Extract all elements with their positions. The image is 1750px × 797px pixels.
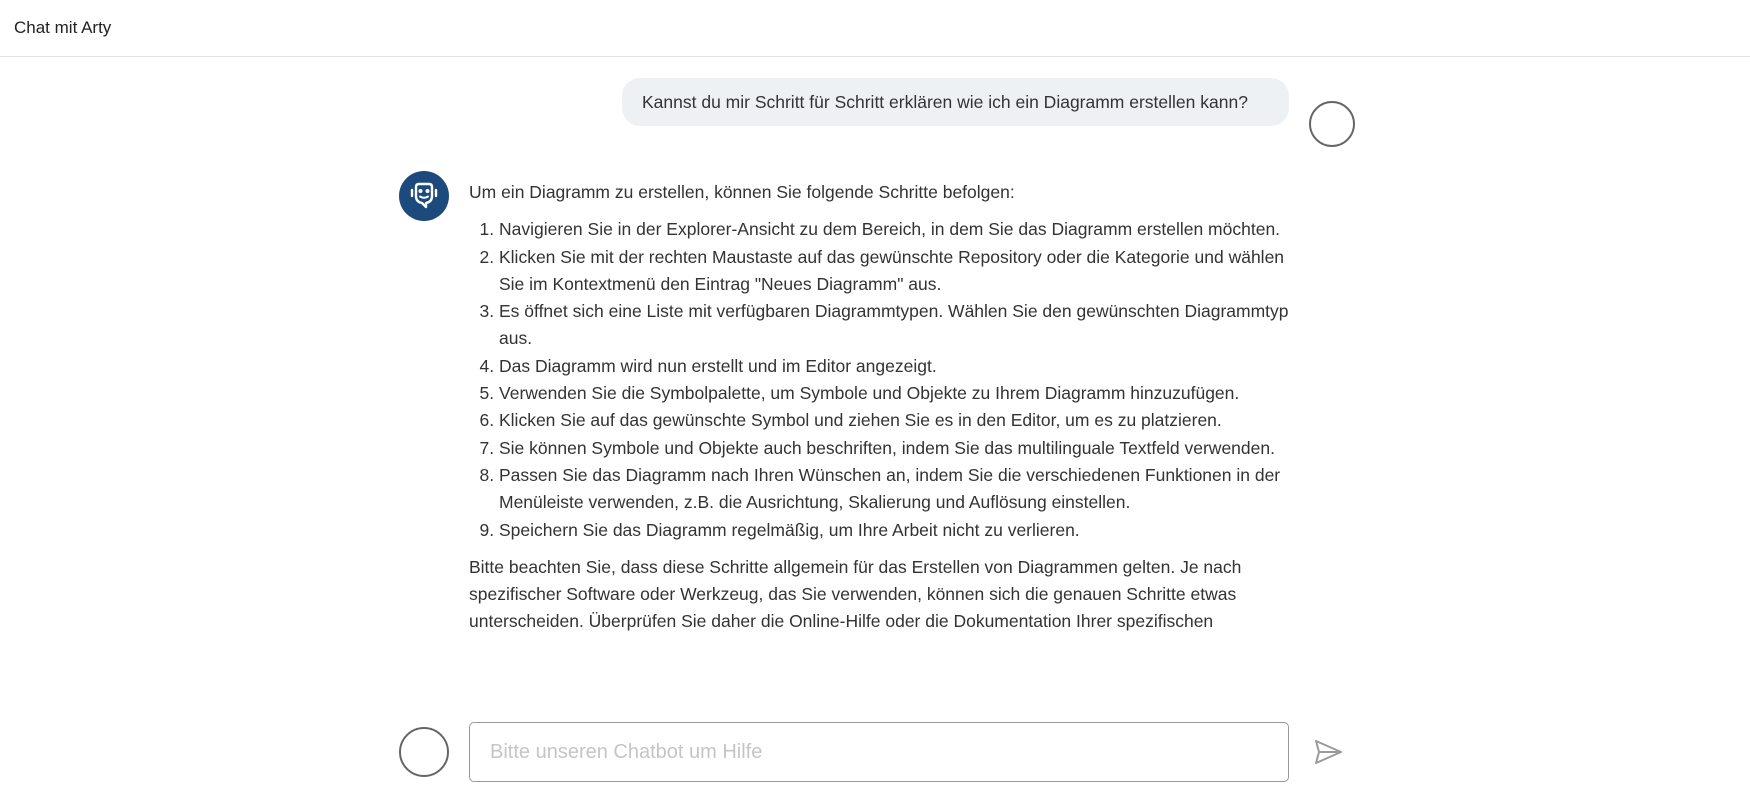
app-header (0, 0, 1750, 57)
list-item: 9. Speichern Sie das Diagramm regelmäßig, um Ihre Arbeit nicht zu verlieren. (499, 517, 1289, 544)
bot-avatar (399, 171, 449, 221)
robot-face-icon (399, 171, 449, 221)
bot-message (469, 179, 1289, 695)
user-avatar (399, 727, 449, 777)
list-item: 6. Klicken Sie auf das gewünschte Symbol und ziehen Sie es in den Editor, um es zu platzieren. (499, 407, 1289, 434)
bot-steps-list (469, 216, 1289, 544)
user-avatar (1309, 101, 1355, 147)
bot-intro-text: Um ein Diagramm zu erstellen, können Sie folgende Schritte befolgen: (469, 182, 1015, 202)
list-item: 4. Das Diagramm wird nun erstellt und im Editor angezeigt. (499, 353, 1289, 380)
send-arrow-icon (1310, 734, 1346, 770)
list-item: 8. Passen Sie das Diagramm nach Ihren Wünschen an, indem Sie die verschiedenen Funktionen in der Menüleiste verwenden, z.B. die Ausrichtung, Skalierung und Auflösung einstellen. (499, 462, 1289, 517)
user-message-bubble: Kannst du mir Schritt für Schritt erklären wie ich ein Diagramm erstellen kann? (622, 78, 1289, 126)
list-item: 7. Sie können Symbole und Objekte auch beschriften, indem Sie das multilinguale Textfeld verwenden. (499, 435, 1289, 462)
chat-input[interactable] (469, 722, 1289, 782)
list-item: 2. Klicken Sie mit der rechten Maustaste auf das gewünschte Repository oder die Kategorie und wählen Sie im Kontextmenü den Eintrag "Neues Diagramm" aus. (499, 244, 1289, 299)
list-item: 1. Navigieren Sie in der Explorer-Ansicht zu dem Bereich, in dem Sie das Diagramm erstellen möchten. (499, 216, 1289, 243)
page-title: Chat mit Arty (14, 18, 112, 37)
send-button[interactable] (1310, 734, 1346, 770)
list-item: 5. Verwenden Sie die Symbolpalette, um Symbole und Objekte zu Ihrem Diagramm hinzuzufügen. (499, 380, 1289, 407)
bot-outro-text: Bitte beachten Sie, dass diese Schritte allgemein für das Erstellen von Diagrammen gelten. Je nach spezifischer Software oder Werkzeug, das Sie verwenden, können sich die genauen Schritte etwas unterscheiden. Überprüfen Sie daher die Online-Hilfe oder die Dokumentation Ihrer spezifischen (469, 556, 1242, 632)
list-item: 3. Es öffnet sich eine Liste mit verfügbaren Diagrammtypen. Wählen Sie den gewünschten Diagrammtyp aus. (499, 298, 1289, 353)
